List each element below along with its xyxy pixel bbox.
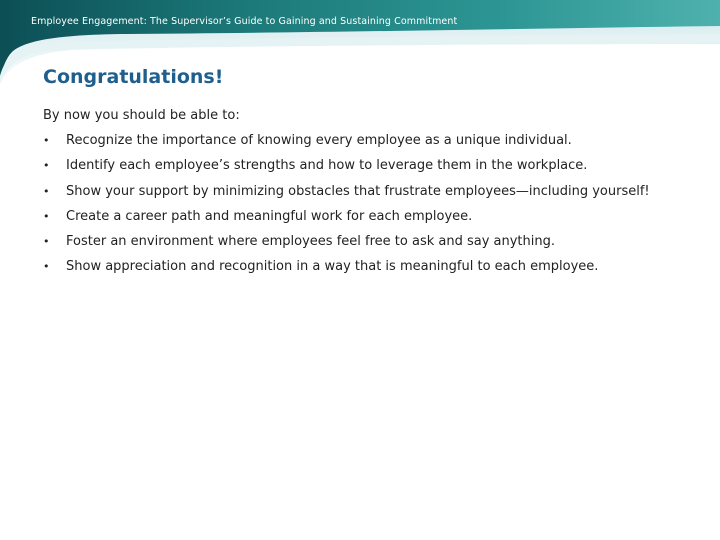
list-item-text: Foster an environment where employees feel free to ask and say anything. — [66, 234, 555, 250]
list-item-text: Identify each employee’s strengths and how to leverage them in the workplace. — [66, 158, 588, 174]
list-item-text: Show your support by minimizing obstacles that frustrate employees—including yourself! — [66, 183, 650, 199]
list-item-text: Show appreciation and recognition in a way that is meaningful to each employee. — [66, 259, 599, 275]
bullet-icon: • — [43, 209, 50, 223]
list-item-text: Create a career path and meaningful work for each employee. — [66, 208, 473, 224]
bullet-icon: • — [43, 159, 50, 173]
intro-text: By now you should be able to: — [43, 108, 240, 123]
bullet-icon: • — [43, 184, 50, 198]
page-title: Congratulations! — [43, 66, 224, 88]
bullet-icon: • — [43, 235, 50, 249]
list-item-text: Recognize the importance of knowing every employee as a unique individual. — [66, 133, 572, 148]
bullet-icon: • — [43, 260, 50, 274]
header-title: Employee Engagement: The Supervisor’s Guide to Gaining and Sustaining Commitment — [31, 16, 458, 27]
bullet-icon: • — [43, 134, 50, 147]
